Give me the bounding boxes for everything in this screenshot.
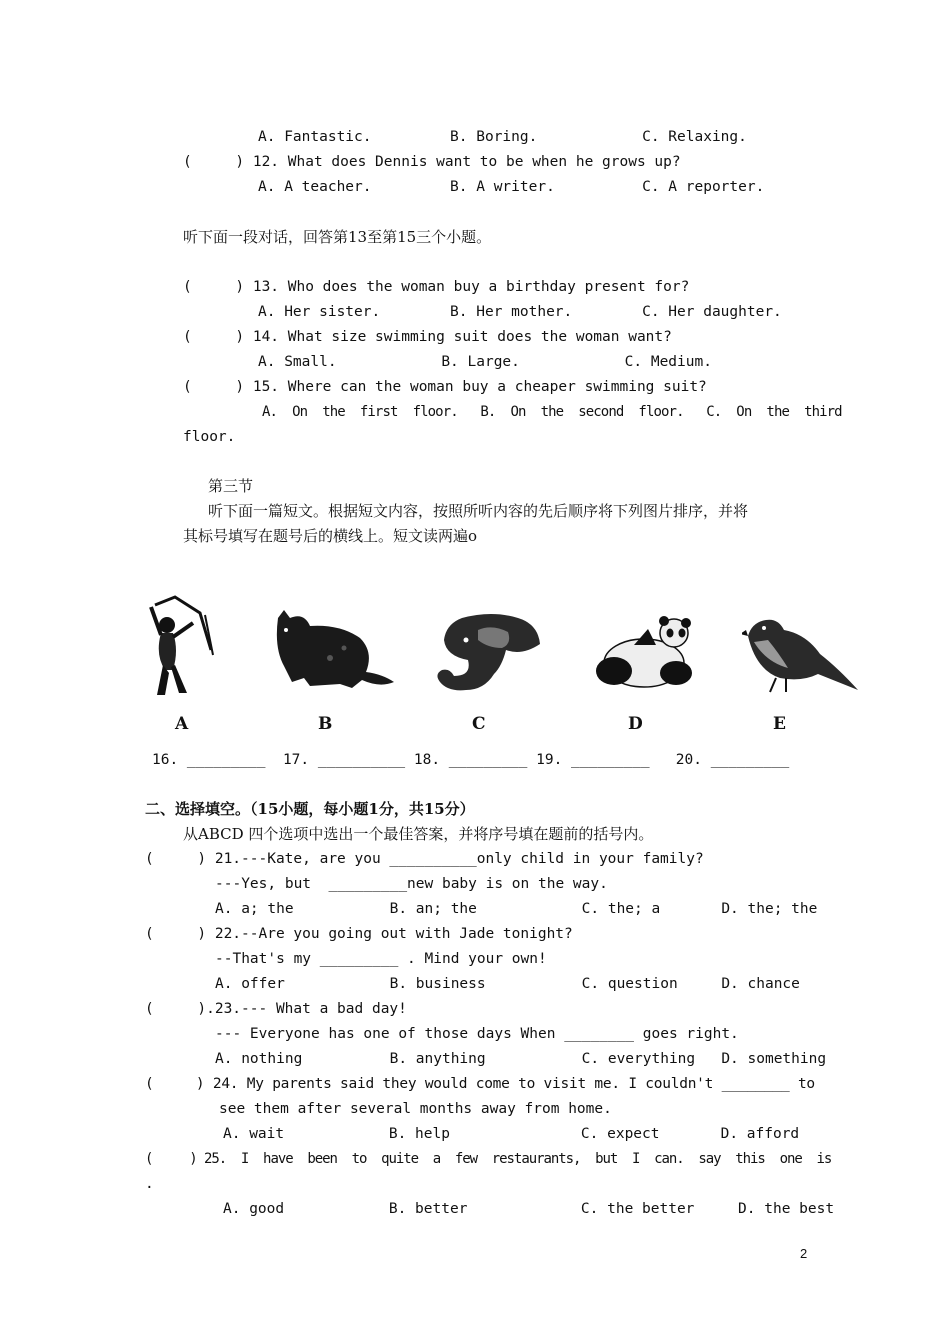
picture-label-a: A: [175, 714, 189, 734]
q13-options: A. Her sister. B. Her mother. C. Her daughter.: [258, 304, 782, 320]
q15-stem: ( ) 15. Where can the woman buy a cheaper swimming suit?: [183, 379, 707, 395]
bird-picture: [742, 612, 860, 694]
q21-stem-cont: ---Yes, but _________new baby is on the way.: [215, 876, 608, 892]
q25-options: A. good B. better C. the better D. the best: [223, 1201, 835, 1217]
q14-options: A. Small. B. Large. C. Medium.: [258, 354, 712, 370]
q25-stem-cont: .: [145, 1176, 154, 1192]
passage-instruction: 听下面一篇短文。根据短文内容，按照所听内容的先后顺序将下列图片排序，并将: [208, 502, 749, 520]
q22-stem-cont: --That's my _________ . Mind your own!: [215, 951, 547, 967]
page-number: 2: [800, 1246, 808, 1261]
section-title-2: 二、选择填空。（15小题，每小题1分，共15分）: [145, 800, 475, 818]
panda-picture: [588, 615, 700, 691]
elephant-picture: [432, 610, 544, 696]
picture-label-b: B: [318, 714, 333, 734]
q24-stem-cont: see them after several months away from home.: [219, 1101, 612, 1117]
q21-stem: ( ) 21.---Kate, are you __________only child in your family?: [145, 851, 704, 867]
passage-instruction-cont: 其标号填写在题号后的横线上。短文读两遍o: [183, 527, 478, 545]
q13-stem: ( ) 13. Who does the woman buy a birthday present for?: [183, 279, 690, 295]
q15-options: A. On the first floor. B. On the second floor. C. On the third: [262, 404, 842, 420]
q21-options: A. a; the B. an; the C. the; a D. the; the: [215, 901, 818, 917]
animal-pictures: [140, 590, 860, 740]
choice-instruction: 从ABCD 四个选项中选出一个最佳答案，并将序号填在题前的括号内。: [183, 825, 654, 843]
q11-options: A. Fantastic. B. Boring. C. Relaxing.: [258, 129, 747, 145]
answer-blanks-16-20: 16. _________ 17. __________ 18. _________ 19. _________ 20. _________: [152, 752, 790, 768]
picture-label-e: E: [773, 714, 786, 734]
q25-stem: ( ) 25. I have been to quite a few restaurants, but I can. say this one is: [145, 1151, 832, 1167]
q15-options-cont: floor.: [183, 429, 236, 445]
picture-label-c: C: [472, 714, 486, 734]
q14-stem: ( ) 14. What size swimming suit does the woman want?: [183, 329, 672, 345]
cat-picture: [270, 608, 398, 692]
dialogue-instruction: 听下面一段对话，回答第13至第15三个小题。: [183, 228, 492, 246]
q12-options: A. A teacher. B. A writer. C. A reporter.: [258, 179, 765, 195]
q12-stem: ( ) 12. What does Dennis want to be when he grows up?: [183, 154, 681, 170]
section-title-3: 第三节: [208, 477, 254, 495]
monkey-picture: [145, 595, 217, 703]
q22-options: A. offer B. business C. question D. chance: [215, 976, 800, 992]
q23-stem: ( ).23.--- What a bad day!: [145, 1001, 407, 1017]
q22-stem: ( ) 22.--Are you going out with Jade tonight?: [145, 926, 573, 942]
picture-label-d: D: [628, 714, 643, 734]
q24-stem: ( ) 24. My parents said they would come to visit me. I couldn't ________ to: [145, 1076, 815, 1092]
q24-options: A. wait B. help C. expect D. afford: [223, 1126, 800, 1142]
q23-stem-cont: --- Everyone has one of those days When ________ goes right.: [215, 1026, 739, 1042]
q23-options: A. nothing B. anything C. everything D. something: [215, 1051, 827, 1067]
